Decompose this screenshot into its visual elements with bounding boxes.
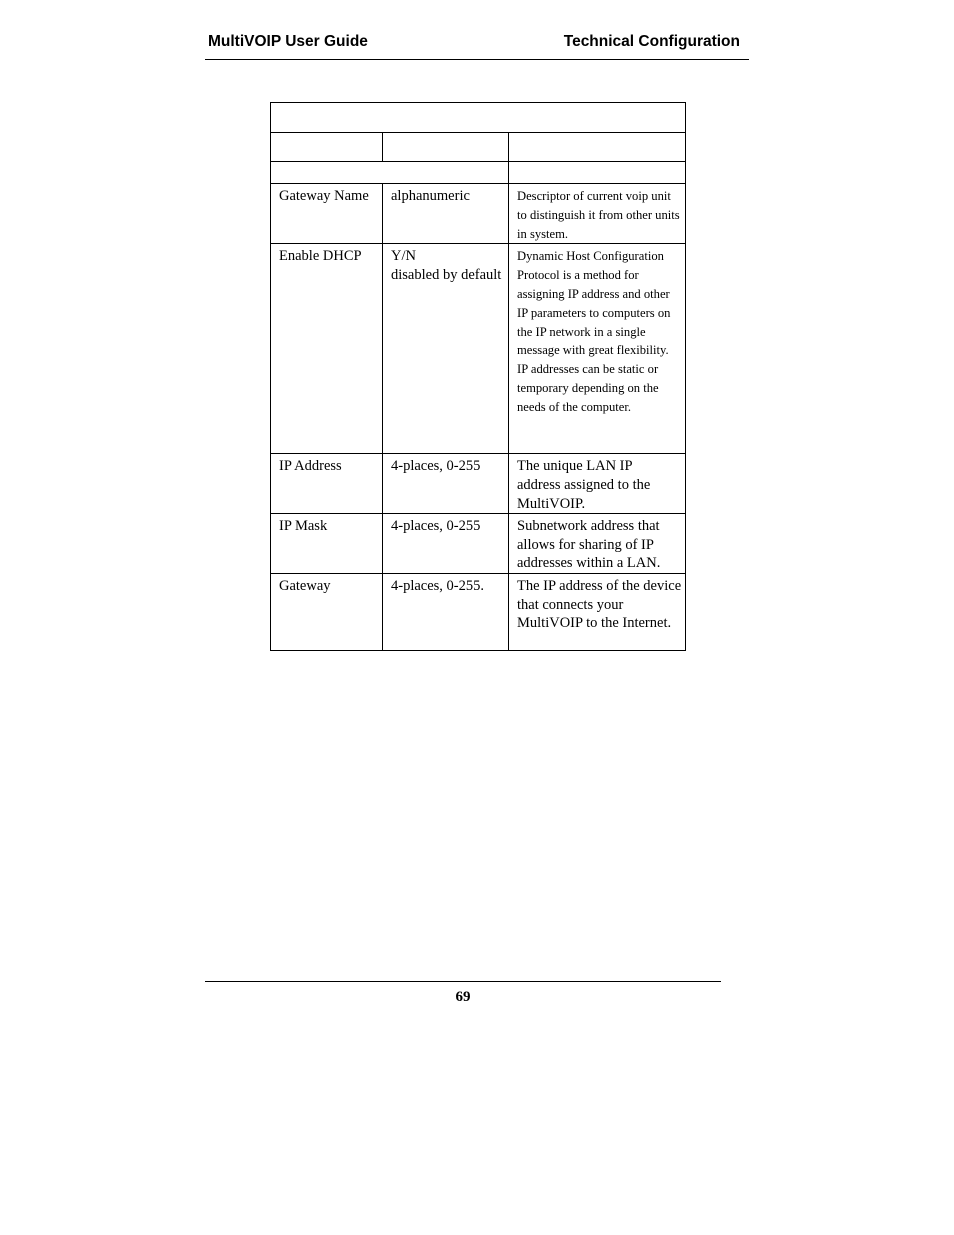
header-section: Technical Configuration [563,33,740,50]
header-cell-values [383,133,509,162]
table-row [271,184,686,244]
table-title-cell [271,103,686,133]
table-row [271,514,686,574]
field-values: 4-places, 0-255. [391,577,485,594]
header-cell-field [271,133,383,162]
parameter-table [270,102,686,651]
table-row [271,244,686,454]
field-name: Gateway Name [279,188,369,204]
table-row [271,454,686,514]
field-values: 4-places, 0-255 [391,518,481,535]
field-values [383,244,508,284]
field-description: Subnetwork address that allows for sharing of IP addresses within a LAN. [517,518,661,572]
field-description: The IP address of the device that connects your MultiVOIP to the Internet. [517,577,682,632]
field-name: Gateway [279,577,331,594]
field-description: The unique LAN IP address assigned to the MultiVOIP. [517,458,651,512]
table-row [271,573,686,650]
subheader-cell-right [509,162,686,184]
table-subheader-row [271,162,686,184]
footer-rule [205,981,721,982]
header-title: MultiVOIP User Guide [208,33,368,50]
table-header-row [271,133,686,162]
field-values: 4-places, 0-255 [391,458,481,475]
field-values: alphanumeric [391,188,470,204]
field-description: Descriptor of current voip unit to distinguish it from other units in system. [517,189,680,241]
field-name: Enable DHCP [279,248,362,265]
field-values-line: disabled by default [391,266,502,283]
field-name: IP Address [279,458,342,475]
field-name: IP Mask [279,518,328,535]
page-number: 69 [455,989,471,1005]
subheader-cell [271,162,509,184]
table-title-row [271,103,686,133]
field-values-line: Y/N [391,248,416,265]
header-rule [205,59,749,60]
field-description: Dynamic Host Configuration Protocol is a method for assigning IP address and other IP parameters to computers on the IP network in a single message with great flexibility. IP addresses can be static or temporary depending on the needs of the computer. [517,249,671,414]
header-cell-description [509,133,686,162]
